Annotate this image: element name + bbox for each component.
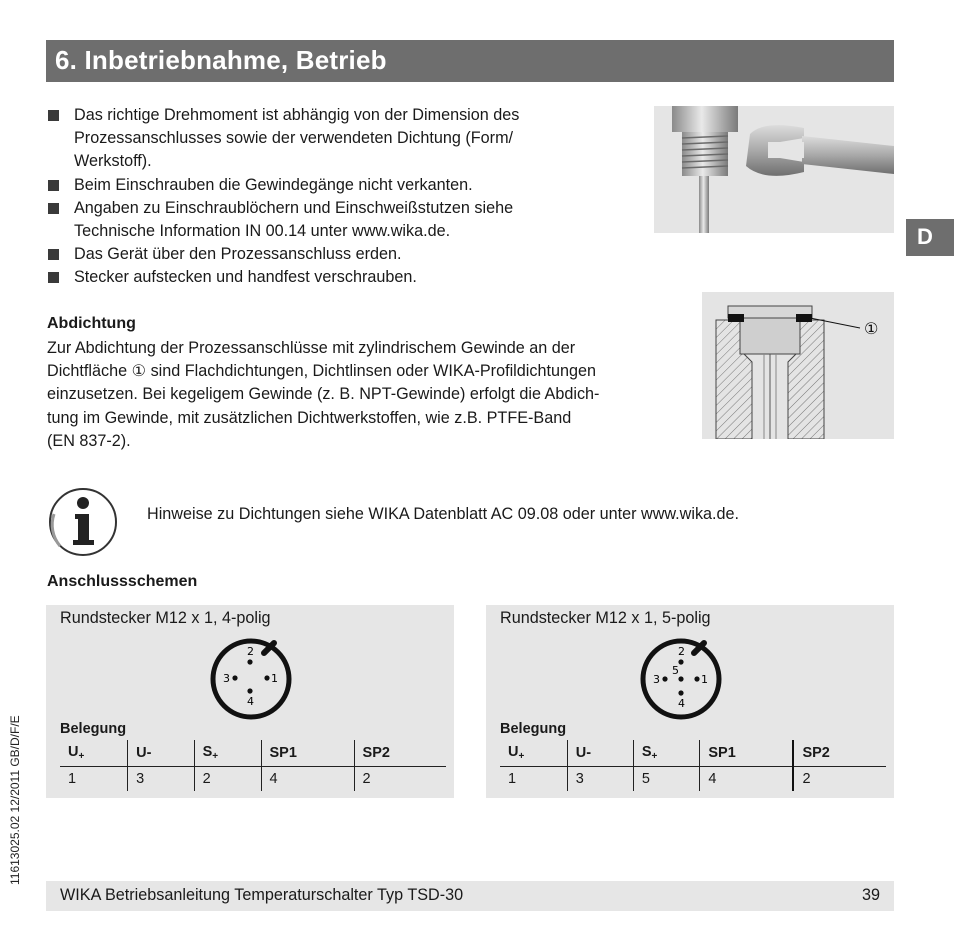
info-text: Hinweise zu Dichtungen siehe WIKA Datenblatt AC 09.08 oder unter www.wika.de. [147, 505, 740, 523]
pin-label: 1 [701, 673, 708, 686]
bullet-square-icon [48, 180, 59, 191]
list-item-text: Werkstoff). [74, 152, 152, 171]
language-tab [906, 219, 954, 256]
list-item-text: Technische Information IN 00.14 unter www.wika.de. [74, 222, 451, 241]
list-item [48, 174, 608, 197]
page-number: 39 [861, 886, 880, 904]
paragraph-line: einzusetzen. Bei kegeligem Gewinde (z. B. NPT-Gewinde) erfolgt die Abdich- [47, 385, 600, 404]
belegung-label: Belegung [60, 721, 127, 737]
footer-title: WIKA Betriebsanleitung Temperaturschalter Typ TSD-30 [60, 886, 464, 904]
instruction-list [48, 104, 608, 290]
info-icon [46, 486, 120, 558]
list-item [48, 104, 608, 174]
pin-label: 4 [247, 695, 254, 708]
list-item-text: Beim Einschrauben die Gewindegänge nicht verkanten. [74, 175, 473, 194]
table-header: SP2 [793, 740, 886, 767]
table-cell: 2 [793, 767, 886, 792]
m12-5pin-connector-icon [636, 637, 726, 721]
pin-label: 3 [653, 673, 660, 686]
list-item-text: Prozessanschlusses sowie der verwendeten Dichtung (Form/ [74, 129, 514, 148]
list-item [48, 266, 608, 289]
table-cell: 2 [354, 767, 446, 792]
section-title: 6. Inbetriebnahme, Betrieb [55, 45, 387, 75]
table-header: $U_+$ [500, 740, 567, 767]
connector-title: Rundstecker M12 x 1, 5-polig [500, 609, 711, 627]
paragraph-line: Zur Abdichtung der Prozessanschlüsse mit zylindrischem Gewinde an der [47, 339, 576, 357]
table-cell: 4 [700, 767, 794, 792]
seal-diagram [702, 292, 894, 439]
pin-assignment-table [60, 740, 446, 791]
seal-callout-number: ① [864, 319, 879, 338]
pin-label: 5 [672, 664, 679, 677]
table-header: U- [128, 740, 194, 767]
pin-label: 2 [678, 645, 685, 658]
document-code: 11613025.02 12/2011 GB/D/F/E [8, 715, 22, 885]
table-header: $S_+$ [194, 740, 261, 767]
paragraph-line: tung im Gewinde, mit zusätzlichen Dichtwerkstoffen, wie z.B. PTFE-Band [47, 408, 572, 427]
table-cell: 3 [128, 767, 194, 792]
bullet-square-icon [48, 249, 59, 260]
table-cell: 5 [633, 767, 700, 792]
list-item [48, 243, 608, 266]
table-cell: 1 [68, 771, 77, 787]
page-footer [46, 881, 894, 911]
pin-label: 1 [271, 672, 278, 685]
bullet-square-icon [48, 110, 59, 121]
connector-panel-4pin [46, 605, 454, 798]
abdichtung-paragraph [47, 337, 697, 453]
table-header: SP1 [700, 740, 794, 767]
table-row [60, 767, 446, 792]
anschlussschemen-heading: Anschlussschemen [47, 573, 198, 590]
table-cell: 4 [261, 767, 354, 792]
table-header: SP1 [261, 740, 354, 767]
connector-panel-5pin [486, 605, 894, 798]
table-cell: 3 [567, 767, 633, 792]
table-header: SP2 [354, 740, 446, 767]
wrench-photo [654, 106, 894, 233]
pin-label: 2 [247, 645, 254, 658]
bullet-square-icon [48, 272, 59, 283]
pin-label: 4 [678, 697, 685, 710]
table-cell: 2 [194, 767, 261, 792]
abdichtung-heading: Abdichtung [47, 315, 136, 332]
table-header: $S_+$ [633, 740, 700, 767]
list-item [48, 197, 608, 243]
table-header: $U_+$ [60, 740, 128, 767]
paragraph-line: (EN 837-2). [47, 431, 131, 450]
list-item-text: Angaben zu Einschraublöchern und Einschweißstutzen siehe [74, 198, 514, 217]
pin-label: 3 [223, 672, 230, 685]
bullet-square-icon [48, 203, 59, 214]
list-item-text: Stecker aufstecken und handfest verschrauben. [74, 268, 417, 287]
language-tab-label: D [917, 224, 933, 249]
section-header [46, 40, 894, 82]
table-row [500, 767, 886, 792]
table-cell: 1 [508, 771, 517, 787]
pin-assignment-table [500, 740, 886, 791]
list-item-text: Das richtige Drehmoment ist abhängig von der Dimension des [74, 106, 520, 124]
list-item-text: Das Gerät über den Prozessanschluss erden. [74, 245, 402, 264]
m12-4pin-connector-icon [206, 637, 296, 721]
connector-title: Rundstecker M12 x 1, 4-polig [60, 609, 271, 627]
paragraph-line: Dichtfläche ① sind Flachdichtungen, Dichtlinsen oder WIKA-Profildichtungen [47, 362, 596, 381]
table-header: U- [567, 740, 633, 767]
belegung-label: Belegung [500, 721, 567, 737]
